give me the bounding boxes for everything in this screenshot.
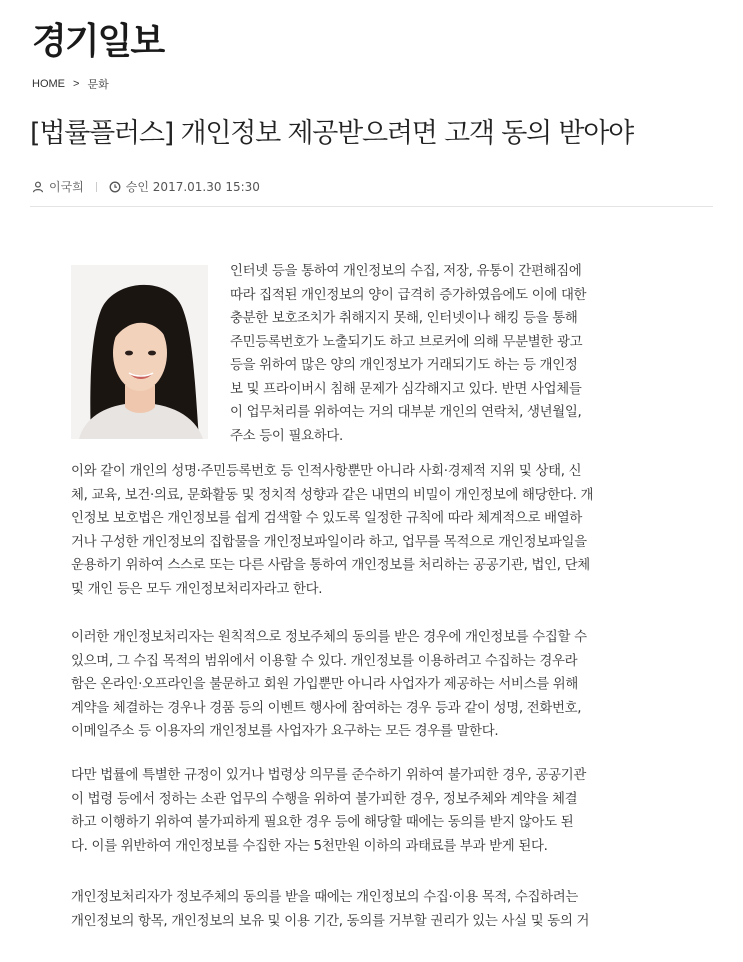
text-line: 하고 이행하기 위하여 불가피하게 필요한 경우 등에 해당할 때에는 동의를 받지 않아도 된: [71, 815, 574, 830]
article-paragraph: [71, 626, 681, 744]
text-line: 및 개인 등은 모두 개인정보처리자라고 한다.: [71, 581, 323, 597]
text-line: 보 및 프라이버시 침해 문제가 심각해지고 있다. 반면 사업체들: [230, 381, 582, 397]
text-line: 충분한 보호조치가 취해지지 못해, 인터넷이나 해킹 등을 통해: [230, 311, 578, 326]
text-line: 운용하기 위하여 스스로 또는 다른 사람을 통하여 개인정보를 처리하는 공공기관, 법인, 단체: [71, 558, 590, 573]
author-photo: [71, 265, 208, 439]
article-paragraph: [230, 260, 680, 448]
article-paragraph: [71, 764, 681, 858]
site-logo[interactable]: 경기일보: [32, 21, 164, 62]
breadcrumb: [32, 76, 109, 92]
text-line: 다만 법률에 특별한 규정이 있거나 법령상 의무를 준수하기 위하여 불가피한 경우, 공공기관: [71, 768, 586, 783]
header-divider: [30, 206, 713, 207]
text-line: 주민등록번호가 노출되기도 하고 브로커에 의해 무분별한 광고: [230, 334, 583, 350]
text-line: 이 법령 등에서 정하는 소관 업무의 수행을 위하여 불가피한 경우, 정보주체와 계약을 체결: [71, 791, 578, 807]
article-title: [법률플러스] 개인정보 제공받으려면 고객 동의 받아야: [30, 118, 633, 149]
text-line: 인터넷 등을 통하여 개인정보의 수집, 저장, 유통이 간편해짐에: [230, 264, 582, 279]
text-line: 거나 구성한 개인정보의 집합물을 개인정보파일이라 하고, 업무를 목적으로 개인정보파일을: [71, 534, 587, 550]
text-line: 개인정보의 항목, 개인정보의 보유 및 이용 기간, 동의를 거부할 권리가 있는 사실 및 동의 거: [71, 913, 590, 929]
text-line: 인정보 보호법은 개인정보를 쉽게 검색할 수 있도록 일정한 규칙에 따라 체계적으로 배열하: [71, 511, 583, 526]
article-paragraph: [71, 460, 681, 601]
approved-label: 승인: [125, 180, 149, 194]
meta-divider: [96, 182, 97, 192]
clock-icon: [109, 181, 121, 193]
breadcrumb-home[interactable]: HOME: [32, 78, 65, 90]
article-meta: [32, 178, 260, 195]
text-line: 이메일주소 등 이용자의 개인정보를 사업자가 요구하는 모든 경우를 말한다.: [71, 724, 499, 739]
author-name[interactable]: 이국희: [49, 180, 84, 194]
text-line: 체, 교육, 보건·의료, 문화활동 및 정치적 성향과 같은 내면의 비밀이 개인정보에 해당한다. 개: [71, 487, 594, 503]
text-line: 이와 같이 개인의 성명·주민등록번호 등 인적사항뿐만 아니라 사회·경제적 지위 및 상태, 신: [71, 464, 582, 479]
text-line: 이러한 개인정보처리자는 원칙적으로 정보주체의 동의를 받은 경우에 개인정보를 수집할 수: [71, 630, 587, 645]
article-paragraph: [71, 886, 681, 933]
text-line: 이 업무처리를 위하여는 거의 대부분 개인의 연락처, 생년월일,: [230, 405, 582, 420]
text-line: 주소 등이 필요하다.: [230, 428, 343, 444]
text-line: 계약을 체결하는 경우나 경품 등의 이벤트 행사에 참여하는 경우 등과 같이 성명, 전화번호,: [71, 700, 582, 716]
chevron-right-icon: >: [73, 78, 80, 90]
text-line: 등을 위하여 많은 양의 개인정보가 거래되기도 하는 등 개인정: [230, 358, 578, 373]
breadcrumb-section[interactable]: 문화: [87, 79, 109, 91]
approved-time: 2017.01.30 15:30: [152, 179, 260, 194]
text-line: 따라 집적된 개인정보의 양이 급격히 증가하였음에도 이에 대한: [230, 287, 587, 303]
text-line: 함은 온라인·오프라인을 불문하고 회원 가입뿐만 아니라 사업자가 제공하는 서비스를 위해: [71, 677, 579, 692]
text-line: 있으며, 그 수집 목적의 범위에서 이용할 수 있다. 개인정보를 이용하려고 수집하는 경우라: [71, 653, 578, 669]
user-icon: [32, 181, 44, 193]
text-line: 다. 이를 위반하여 개인정보를 수집한 자는 5천만원 이하의 과태료를 부과 받게 된다.: [71, 838, 548, 854]
text-line: 개인정보처리자가 정보주체의 동의를 받을 때에는 개인정보의 수집·이용 목적, 수집하려는: [71, 890, 579, 905]
